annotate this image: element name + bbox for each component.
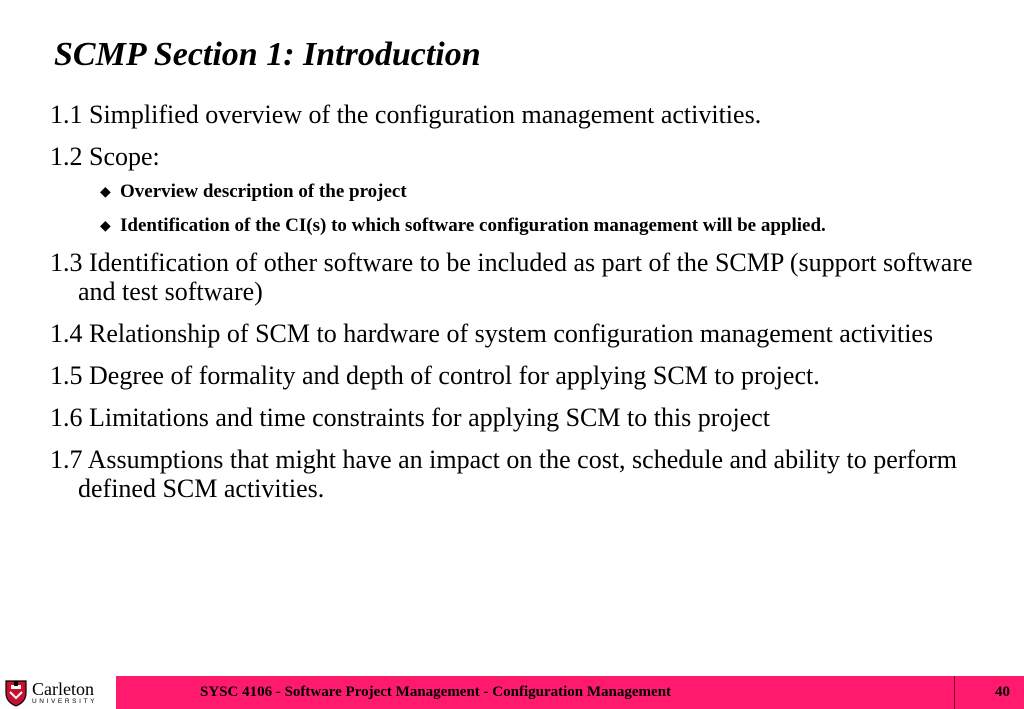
- list-item: 1.7 Assumptions that might have an impact on the cost, schedule and ability to perform defined SCM activities.: [50, 445, 957, 503]
- sub-list-item-text: Identification of the CI(s) to which software configuration management will be applied.: [120, 215, 826, 236]
- logo-name: Carleton: [32, 678, 94, 699]
- crest-icon: [4, 679, 28, 707]
- list-item: 1.4 Relationship of SCM to hardware of system configuration management activities: [50, 319, 934, 348]
- footer: [0, 676, 1024, 709]
- list-item: 1.6 Limitations and time constraints for applying SCM to this project: [50, 403, 770, 432]
- sub-list-item: [98, 214, 1000, 237]
- footer-bar: [116, 676, 1024, 709]
- page-number: 40: [995, 684, 1010, 700]
- list-item: 1.3 Identification of other software to be included as part of the SCMP (support software and test software): [50, 248, 973, 306]
- course-title: SYSC 4106 - Software Project Management - Configuration Management: [200, 684, 672, 700]
- list-item: 1.5 Degree of formality and depth of control for applying SCM to project.: [50, 361, 820, 390]
- footer-divider: [954, 676, 955, 709]
- sub-list-item-text: Overview description of the project: [120, 181, 407, 202]
- scope-sublist: [98, 180, 1000, 237]
- list-item: 1.1 Simplified overview of the configuration management activities.: [50, 100, 762, 129]
- university-logo: [0, 676, 116, 709]
- logo-subtitle: UNIVERSITY: [32, 697, 98, 705]
- diamond-bullet-icon: ◆: [100, 185, 111, 200]
- slide-title: SCMP Section 1: Introduction: [54, 36, 481, 73]
- diamond-bullet-icon: ◆: [100, 219, 111, 234]
- slide-content: [50, 100, 1000, 516]
- sub-list-item: [98, 180, 1000, 203]
- list-item: 1.2 Scope:: [50, 142, 160, 171]
